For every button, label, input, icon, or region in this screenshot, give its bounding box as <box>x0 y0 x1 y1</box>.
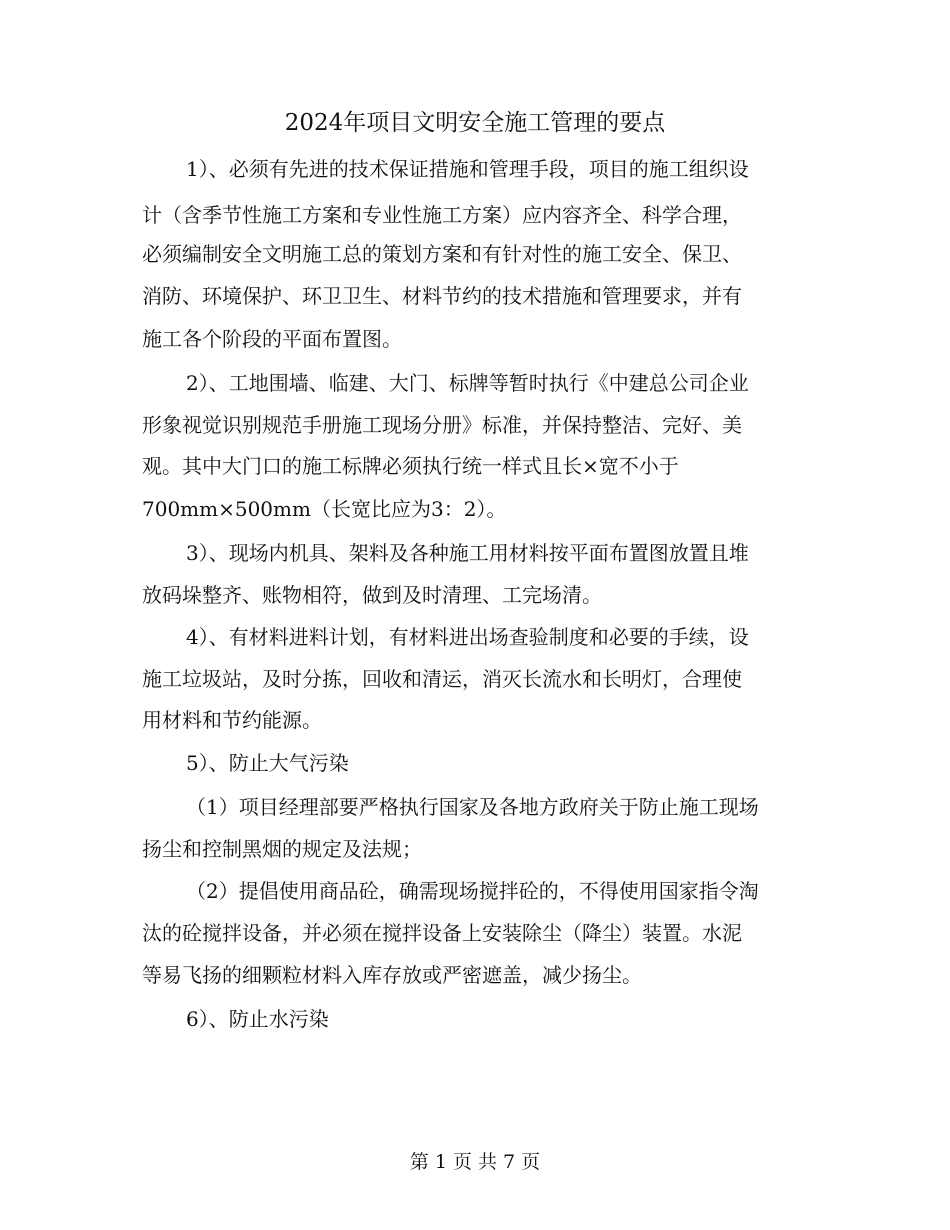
paragraph-1-line-4: 消防、环境保护、环卫卫生、材料节约的技术措施和管理要求，并有 <box>142 284 742 308</box>
paragraph-2-line-3: 观。其中大门口的施工标牌必须执行统一样式且长×宽不小于 <box>142 454 679 478</box>
paragraph-5-item-2-line-2: 汰的砼搅拌设备，并必须在搅拌设备上安装除尘（降尘）装置。水泥 <box>142 921 742 945</box>
paragraph-4-line-3: 用材料和节约能源。 <box>142 708 322 732</box>
paragraph-5-item-1-line-1: （1）项目经理部要严格执行国家及各地方政府关于防止施工现场 <box>186 795 759 819</box>
paragraph-1-line-3: 必须编制安全文明施工总的策划方案和有针对性的施工安全、保卫、 <box>142 242 742 266</box>
paragraph-5-item-2-line-3: 等易飞扬的细颗粒材料入库存放或严密遮盖，减少扬尘。 <box>142 963 642 987</box>
paragraph-2-line-1: 2）、工地围墙、临建、大门、标牌等暂时执行《中建总公司企业 <box>186 371 749 395</box>
paragraph-2-line-4: 700mm×500mm（长宽比应为3：2）。 <box>142 497 507 521</box>
document-title: 2024年项目文明安全施工管理的要点 <box>284 110 666 136</box>
page-footer: 第 1 页 共 7 页 <box>409 1151 541 1173</box>
paragraph-1-line-5: 施工各个阶段的平面布置图。 <box>142 327 402 351</box>
paragraph-5-item-1-line-2: 扬尘和控制黑烟的规定及法规； <box>142 837 422 861</box>
paragraph-1-line-1: 1）、必须有先进的技术保证措施和管理手段，项目的施工组织设 <box>186 157 749 181</box>
paragraph-4-line-1: 4）、有材料进料计划，有材料进出场查验制度和必要的手续，设 <box>186 625 749 649</box>
paragraph-6-heading: 6）、防止水污染 <box>186 1007 329 1031</box>
paragraph-1-line-2: 计（含季节性施工方案和专业性施工方案）应内容齐全、科学合理， <box>142 203 742 227</box>
paragraph-3-line-2: 放码垛整齐、账物相符，做到及时清理、工完场清。 <box>142 583 602 607</box>
paragraph-3-line-1: 3）、现场内机具、架料及各种施工用材料按平面布置图放置且堆 <box>186 541 749 565</box>
paragraph-5-item-2-line-1: （2）提倡使用商品砼，确需现场搅拌砼的，不得使用国家指令淘 <box>186 879 759 903</box>
paragraph-5-heading: 5）、防止大气污染 <box>186 751 349 775</box>
paragraph-4-line-2: 施工垃圾站，及时分拣，回收和清运，消灭长流水和长明灯，合理使 <box>142 667 742 691</box>
paragraph-2-line-2: 形象视觉识别规范手册施工现场分册》标准，并保持整洁、完好、美 <box>142 413 742 437</box>
